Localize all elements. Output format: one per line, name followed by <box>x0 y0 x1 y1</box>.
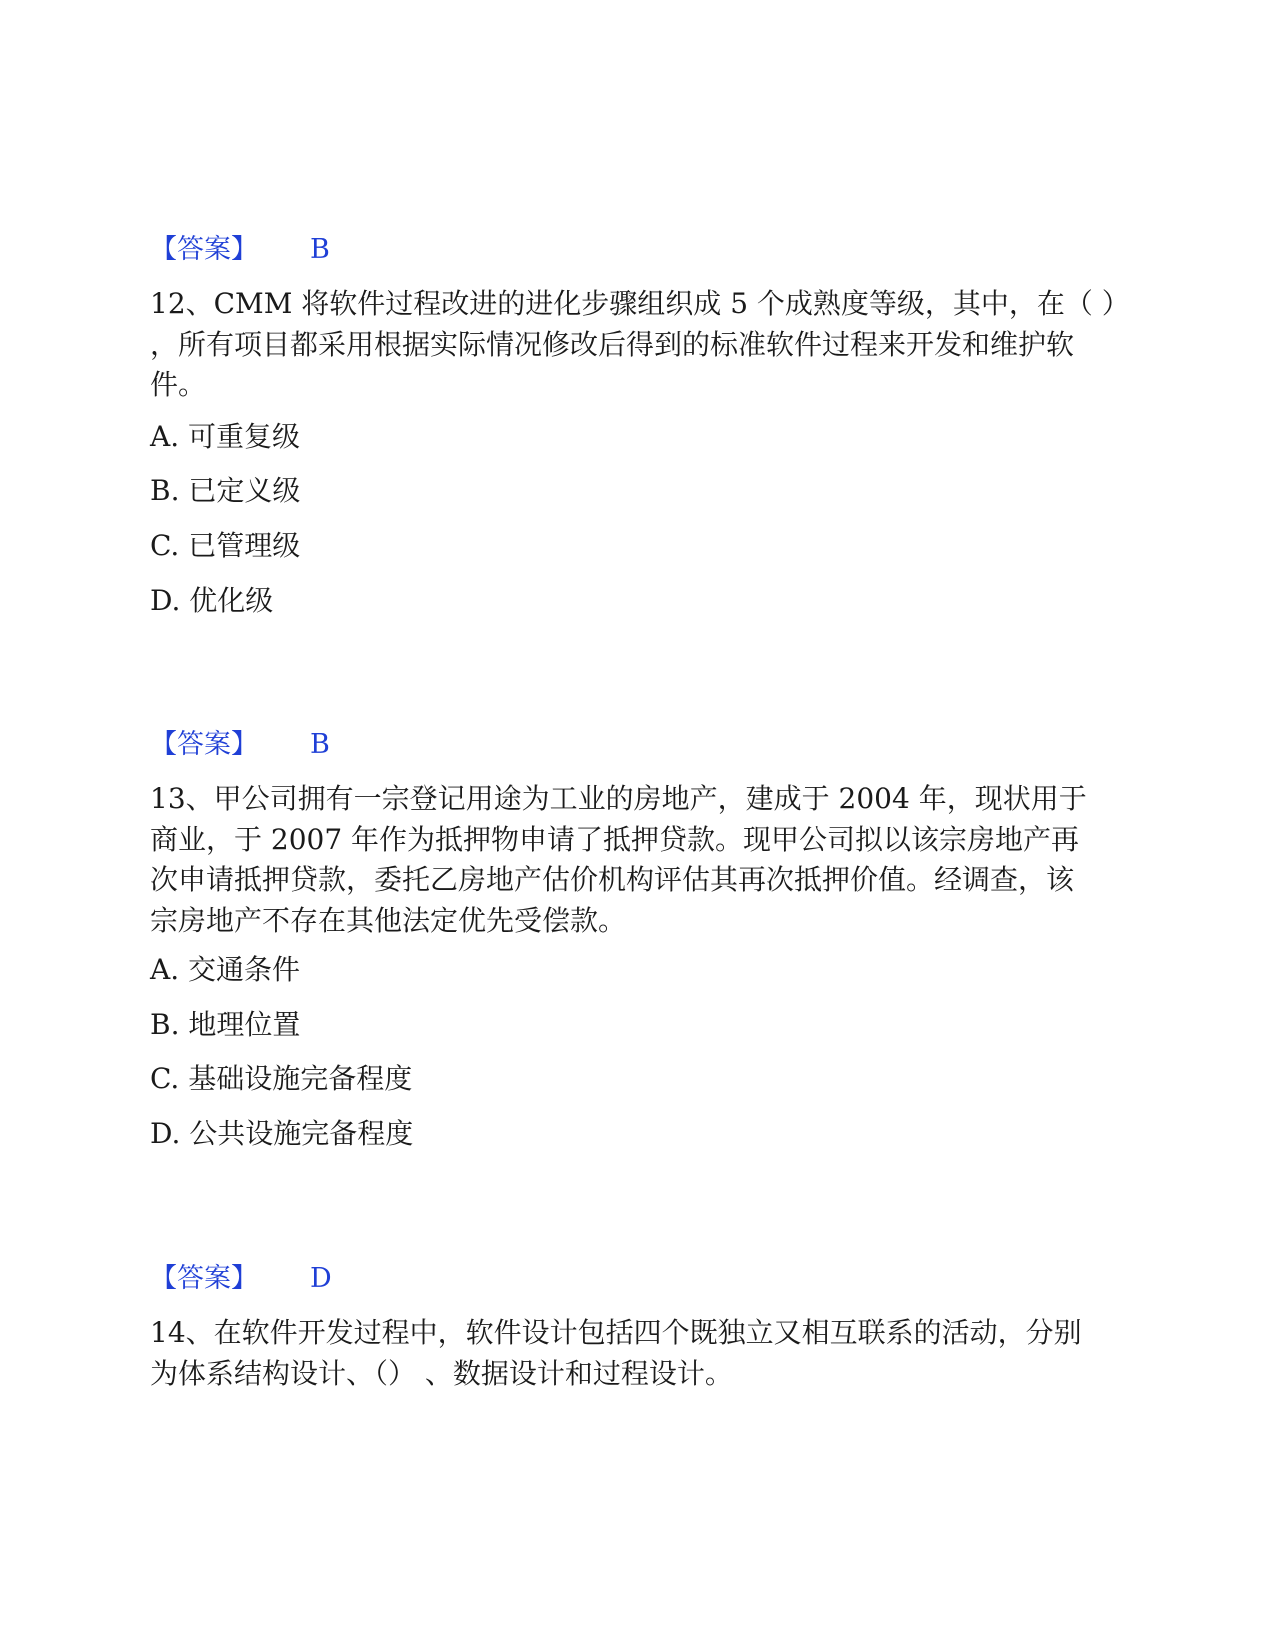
question-12-option-c: C. 已管理级 <box>150 529 301 562</box>
question-12-line-3: 件。 <box>150 368 207 401</box>
question-13-option-b: B. 地理位置 <box>150 1008 301 1041</box>
answer-11 <box>150 232 330 268</box>
answer-12 <box>150 727 330 763</box>
question-12 <box>150 284 1130 406</box>
question-12-line-2: ，所有项目都采用根据实际情况修改后得到的标准软件过程来开发和维护软 <box>150 327 1075 361</box>
question-12-option-a: A. 可重复级 <box>150 420 301 453</box>
answer-value: B <box>310 234 330 265</box>
question-13-line-4: 宗房地产不存在其他法定优先受偿款。 <box>150 903 627 937</box>
answer-13 <box>150 1261 332 1297</box>
question-14-line-1: 14、在软件开发过程中，软件设计包括四个既独立又相互联系的活动，分别 <box>150 1316 1082 1349</box>
question-13-line-3: 次申请抵押贷款，委托乙房地产估价机构评估其再次抵押价值。经调查，该 <box>150 863 1075 896</box>
answer-value: B <box>310 729 330 760</box>
answer-label: 【答案】 <box>150 729 258 760</box>
question-14 <box>150 1313 1110 1394</box>
question-12-line-1: 12、CMM 将软件过程改进的进化步骤组织成 5 个成熟度等级，其中，在（ ） <box>150 287 1130 320</box>
answer-label: 【答案】 <box>150 1263 258 1294</box>
question-13-option-c: C. 基础设施完备程度 <box>150 1062 413 1095</box>
question-13-line-1: 13、甲公司拥有一宗登记用途为工业的房地产，建成于 2004 年，现状用于 <box>150 782 1087 815</box>
question-13-option-d: D. 公共设施完备程度 <box>150 1117 414 1150</box>
answer-label: 【答案】 <box>150 234 258 265</box>
question-14-line-2: 为体系结构设计、（） 、数据设计和过程设计。 <box>150 1356 733 1390</box>
question-12-option-b: B. 已定义级 <box>150 474 301 507</box>
question-13-line-2: 商业，于 2007 年作为抵押物申请了抵押贷款。现甲公司拟以该宗房地产再 <box>150 822 1080 856</box>
answer-value: D <box>310 1263 332 1294</box>
question-13 <box>150 779 1110 941</box>
question-12-option-d: D. 优化级 <box>150 584 274 617</box>
question-13-option-a: A. 交通条件 <box>150 953 301 986</box>
